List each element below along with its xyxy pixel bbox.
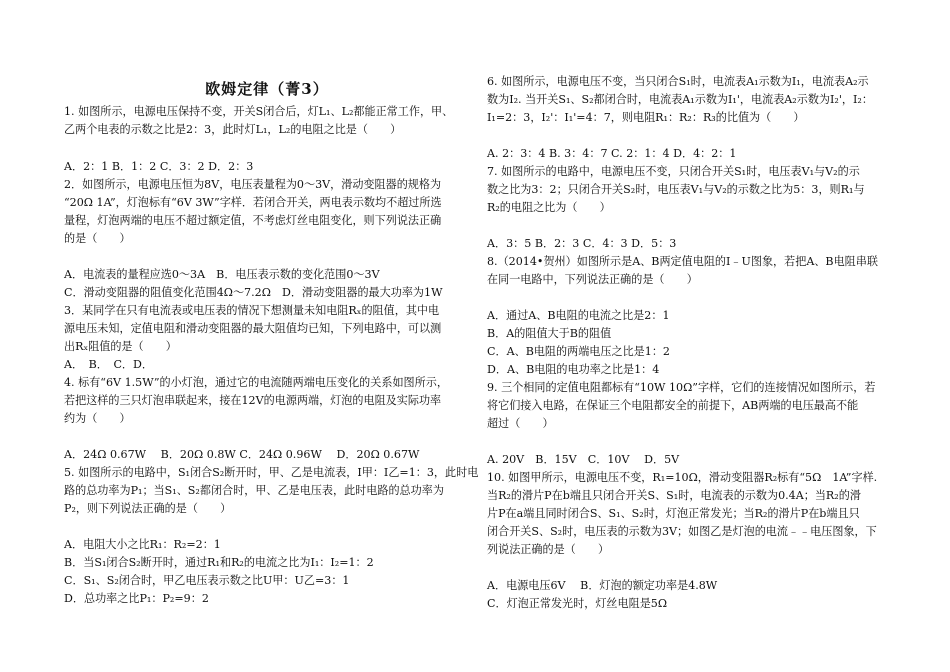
left-text-line: A．24Ω 0.67W B．20Ω 0.8W C．24Ω 0.96W D．20Ω 0.67W	[64, 448, 420, 461]
right-text-line: 在同一电路中，下列说法正确的是（ ）	[487, 273, 698, 286]
right-text-line: A．通过A、B电阻的电流之比是2：1	[487, 309, 670, 322]
right-text-line: 8.（2014•贺州）如图所示是A、B两定值电阻的I﹣U图象，若把A、B电阻串联	[487, 255, 878, 268]
right-text-line: 数为I₂. 当开关S₁、S₂都闭合时，电流表A₁示数为I₁'，电流表A₂示数为I₂'，I₂：	[487, 93, 873, 106]
left-text-line: 1. 如图所示，电源电压保持不变，开关S闭合后，灯L₁、L₂都能正常工作，甲、	[64, 105, 454, 118]
right-text-line: 当R₂的滑片P在b端且只闭合开关S、S₁时，电流表的示数为0.4A；当R₂的滑	[487, 489, 861, 502]
right-text-line: R₂的电阻之比为（ ）	[487, 201, 611, 214]
left-text-line: “20Ω 1A”，灯泡标有“6V 3W”字样．若闭合开关，两电表示数均不超过所选	[64, 196, 442, 209]
right-text-line: 数之比为3：2；只闭合开关S₂时，电压表V₁与V₂的示数之比为5：3，则R₁与	[487, 183, 865, 196]
right-text-line: A．3：5 B．2：3 C．4：3 D．5：3	[487, 237, 677, 250]
right-text-line: C．A、B电阻的两端电压之比是1：2	[487, 345, 670, 358]
left-text-line: 若把这样的三只灯泡串联起来，接在12V的电源两端，灯泡的电阻及实际功率	[64, 394, 442, 407]
right-text-line: 超过（ ）	[487, 417, 554, 430]
right-text-line: B．A的阻值大于B的阻值	[487, 327, 612, 340]
right-text-line: D．A、B电阻的电功率之比是1：4	[487, 363, 660, 376]
right-text-line: 9. 三个相同的定值电阻都标有“10W 10Ω”字样，它们的连接情况如图所示，若	[487, 381, 876, 394]
left-text-line: B．当S₁闭合S₂断开时，通过R₁和R₂的电流之比为I₁：I₂=1：2	[64, 556, 374, 569]
left-text-line: A． B． C．D．	[64, 358, 154, 371]
right-text-line: 6. 如图所示，电源电压不变，当只闭合S₁时，电流表A₁示数为I₁，电流表A₂示	[487, 75, 869, 88]
page-title: 欧姆定律（菁3）	[205, 80, 329, 98]
right-text-line: 片P在a端且同时闭合S、S₁、S₂时，灯泡正常发光；当R₂的滑片P在b端且只	[487, 507, 860, 520]
left-text-line: 出Rₓ阻值的是（ ）	[64, 340, 177, 353]
left-text-line: 的是（ ）	[64, 232, 131, 245]
right-text-line: C．灯泡正常发光时，灯丝电阻是5Ω	[487, 597, 668, 610]
left-text-line: D．总功率之比P₁：P₂=9：2	[64, 592, 209, 605]
left-text-line: 5. 如图所示的电路中，S₁闭合S₂断开时，甲、乙是电流表，I甲：I乙=1：3，此时电	[64, 466, 479, 479]
right-text-line: 7. 如图所示的电路中，电源电压不变，只闭合开关S₁时，电压表V₁与V₂的示	[487, 165, 860, 178]
right-text-line: 闭合开关S、S₂时，电压表的示数为3V；如图乙是灯泡的电流﹣﹣电压图象，下	[487, 525, 877, 538]
left-text-line: C．S₁、S₂闭合时，甲乙电压表示数之比U甲：U乙=3：1	[64, 574, 350, 587]
right-text-line: I₁=2：3，I₂'：I₁'=4：7，则电阻R₁：R₂：R₃的比值为（ ）	[487, 111, 805, 124]
left-text-line: 源电压未知，定值电阻和滑动变阻器的最大阻值均已知，下列电路中，可以测	[64, 322, 442, 335]
left-text-line: A．2：1 B．1：2 C．3：2 D．2：3	[64, 160, 254, 173]
right-text-line: A. 2：3：4 B. 3：4：7 C. 2：1：4 D．4：2：1	[487, 147, 737, 160]
right-text-line: 将它们接入电路，在保证三个电阻都安全的前提下，AB两端的电压最高不能	[487, 399, 859, 412]
left-text-line: C．滑动变阻器的阻值变化范围4Ω～7.2Ω D．滑动变阻器的最大功率为1W	[64, 286, 443, 299]
left-text-line: 路的总功率为P₁；当S₁、S₂都闭合时，甲、乙是电压表，此时电路的总功率为	[64, 484, 444, 497]
left-text-line: 3．某同学在只有电流表或电压表的情况下想测量未知电阻Rₓ的阻值，其中电	[64, 304, 440, 317]
left-text-line: A．电流表的量程应选0～3A B．电压表示数的变化范围0～3V	[64, 268, 380, 281]
left-text-line: 4. 标有“6V 1.5W”的小灯泡，通过它的电流随两端电压变化的关系如图所示，	[64, 376, 448, 389]
right-text-line: 列说法正确的是（ ）	[487, 543, 610, 556]
left-text-line: A．电阻大小之比R₁：R₂=2：1	[64, 538, 221, 551]
left-text-line: 2．如图所示，电源电压恒为8V，电压表量程为0～3V，滑动变阻器的规格为	[64, 178, 442, 191]
left-text-line: 乙两个电表的示数之比是2：3，此时灯L₁，L₂的电阻之比是（ ）	[64, 123, 402, 136]
left-text-line: 约为（ ）	[64, 412, 131, 425]
right-text-line: 10. 如图甲所示，电源电压不变，R₁=10Ω，滑动变阻器R₂标有“5Ω 1A”字样.	[487, 471, 878, 484]
right-text-line: A. 20V B．15V C．10V D．5V	[487, 453, 680, 466]
left-text-line: P₂，则下列说法正确的是（ ）	[64, 502, 232, 515]
left-text-line: 量程，灯泡两端的电压不超过额定值，不考虑灯丝电阻变化，则下列说法正确	[64, 214, 442, 227]
right-text-line: A．电源电压6V B．灯泡的额定功率是4.8W	[487, 579, 718, 592]
